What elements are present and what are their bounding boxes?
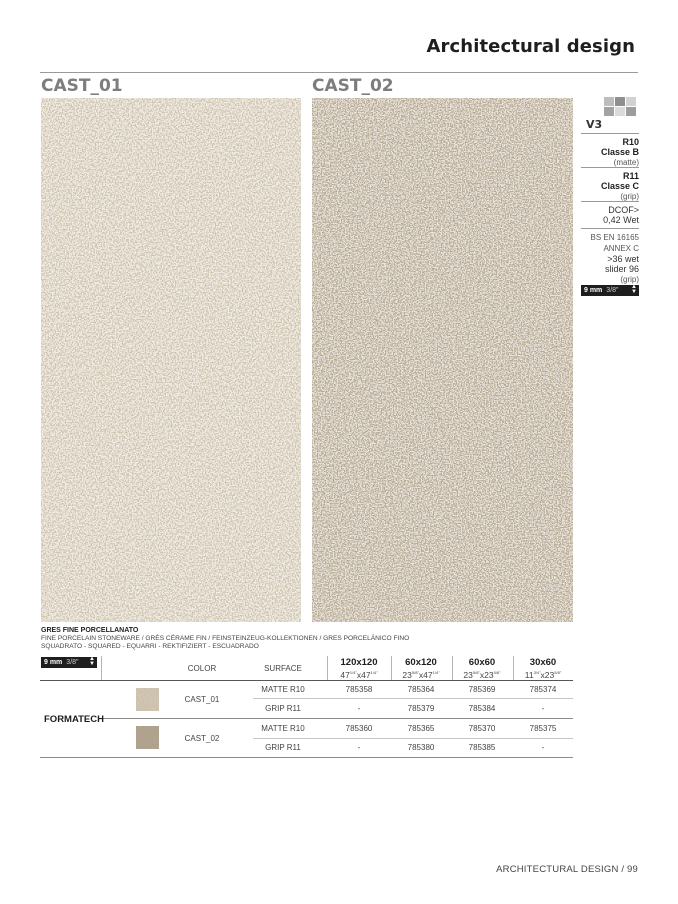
dcof-line1: DCOF>: [608, 205, 639, 215]
size-in-a: 11: [524, 669, 534, 680]
slip-rating: R11: [622, 171, 639, 181]
swatch-cast-02: [136, 726, 159, 749]
size-in-b-frac: 1/4": [432, 670, 440, 675]
slip-rating: R10: [622, 137, 639, 147]
size-in-a: 47: [340, 669, 350, 680]
dcof-line2: 0,42 Wet: [603, 215, 639, 225]
size-in-b-frac: 1/4": [370, 670, 378, 675]
table-separator: [327, 656, 328, 680]
size-cm: 30x60: [529, 657, 557, 668]
article-code: 785364: [407, 685, 435, 694]
slip-note: (matte): [613, 158, 639, 167]
variation-grid-icon: [604, 97, 636, 117]
article-code: -: [541, 743, 545, 752]
thickness-inch: 3/8": [606, 287, 619, 294]
slip-rating-r10: [581, 137, 639, 168]
bs-line2: ANNEX C: [603, 244, 639, 253]
thickness-mm: 9 mm: [44, 659, 63, 666]
tile-image-cast-01: [41, 98, 301, 622]
dcof-rating: [581, 205, 639, 225]
table-row-rule: [253, 738, 573, 739]
table-header-rule: [40, 680, 573, 681]
terrazzo-texture: [312, 98, 573, 622]
bs-line1: BS EN 16165: [590, 233, 639, 242]
article-code: 785375: [529, 724, 557, 733]
article-code: 785365: [407, 724, 435, 733]
column-header-size: 60x60 $23^{5/8"}x23^{5/8"}$: [453, 658, 511, 680]
product-name-cast-01: CAST_01: [41, 76, 123, 96]
size-in-b-frac: 5/8": [493, 670, 501, 675]
table-separator: [513, 656, 514, 680]
article-code: 785360: [345, 724, 373, 733]
size-in-b-frac: 5/8": [554, 670, 562, 675]
article-code: -: [541, 704, 545, 713]
page-title: Architectural design: [426, 36, 635, 57]
terrazzo-texture: [41, 98, 301, 622]
size-cm: 120x120: [340, 657, 378, 668]
size-in-b: 23: [484, 669, 494, 680]
bs-line5: (grip): [620, 275, 639, 284]
header-divider: [40, 72, 638, 73]
material-title: GRES FINE PORCELLANATO: [41, 627, 139, 634]
slip-note: (grip): [620, 192, 639, 201]
column-header-surface: SURFACE: [264, 664, 302, 673]
table-group-rule: [101, 718, 573, 719]
swatch-cast-01: [136, 688, 159, 711]
size-cm: 60x60: [468, 657, 496, 668]
variation-label: V3: [586, 118, 603, 131]
bs-line4: slider 96: [604, 264, 639, 274]
slip-class: Classe B: [600, 147, 639, 157]
color-name: CAST_01: [184, 695, 220, 704]
column-header-size: 60x120 $23^{5/8"}x47^{1/4"}$: [392, 658, 450, 680]
article-code: 785369: [468, 685, 496, 694]
sidebar-divider: [581, 133, 639, 134]
article-code: 785379: [407, 704, 435, 713]
article-code: 785358: [345, 685, 373, 694]
tile-image-cast-02: [312, 98, 573, 622]
column-header-color: COLOR: [187, 664, 217, 673]
color-name: CAST_02: [184, 734, 220, 743]
thickness-arrow-icon: ▲ ▼: [89, 656, 95, 667]
page-footer: ARCHITECTURAL DESIGN / 99: [496, 864, 638, 875]
material-finish: SQUADRATO - SQUARED - EQUARRI - REKTIFIZIERT - ESCUADRADO: [41, 643, 259, 650]
table-bottom-rule: [40, 757, 573, 758]
slip-class: Classe C: [600, 181, 639, 191]
table-separator: [452, 656, 453, 680]
size-in-a: 23: [402, 669, 412, 680]
sidebar-divider: [581, 201, 639, 202]
surface-label: GRIP R11: [265, 704, 301, 713]
article-code: -: [357, 743, 361, 752]
surface-label: GRIP R11: [265, 743, 301, 752]
size-in-b: 23: [544, 669, 555, 680]
article-code: 785385: [468, 743, 496, 752]
column-header-size: 120x120 $47^{1/4"}x47^{1/4"}$: [328, 658, 390, 680]
table-separator: [101, 656, 102, 680]
column-header-size: 30x60 $11^{3/4"}x23^{5/8"}$: [514, 658, 572, 680]
sidebar-divider: [581, 167, 639, 168]
sidebar-divider: [581, 228, 639, 229]
size-in-b: 47: [423, 669, 433, 680]
thickness-badge: [581, 285, 639, 296]
size-in-a-frac: 5/8": [472, 670, 480, 675]
article-code: 785384: [468, 704, 496, 713]
article-code: 785370: [468, 724, 496, 733]
thickness-mm: 9 mm: [584, 287, 603, 294]
thickness-inch: 3/8": [66, 659, 79, 666]
slip-rating-r11: [581, 171, 639, 202]
surface-label: MATTE R10: [261, 685, 305, 694]
table-thickness-badge: [41, 657, 97, 668]
size-in-a-frac: 3/4": [533, 670, 541, 675]
article-code: 785380: [407, 743, 435, 752]
material-translations: FINE PORCELAIN STONEWARE / GRÈS CÉRAME FIN / FEINSTEINZEUG-KOLLEKTIONEN / GRES PORCELÁNICO FINO: [41, 635, 410, 642]
bs-line3: >36 wet: [607, 254, 639, 264]
size-in-a-frac: 5/8": [411, 670, 419, 675]
size-in-a: 23: [463, 669, 473, 680]
table-row-rule: [253, 698, 573, 699]
size-in-b: 47: [361, 669, 371, 680]
size-in-a-frac: 1/4": [349, 670, 357, 675]
article-code: -: [357, 704, 361, 713]
brand-name: FORMATECH: [44, 714, 104, 725]
bs-rating: [581, 232, 639, 285]
product-name-cast-02: CAST_02: [312, 76, 394, 96]
article-code: 785374: [529, 685, 557, 694]
thickness-arrow-icon: ▲ ▼: [631, 284, 637, 295]
surface-label: MATTE R10: [261, 724, 305, 733]
table-separator: [391, 656, 392, 680]
size-cm: 60x120: [405, 657, 437, 668]
